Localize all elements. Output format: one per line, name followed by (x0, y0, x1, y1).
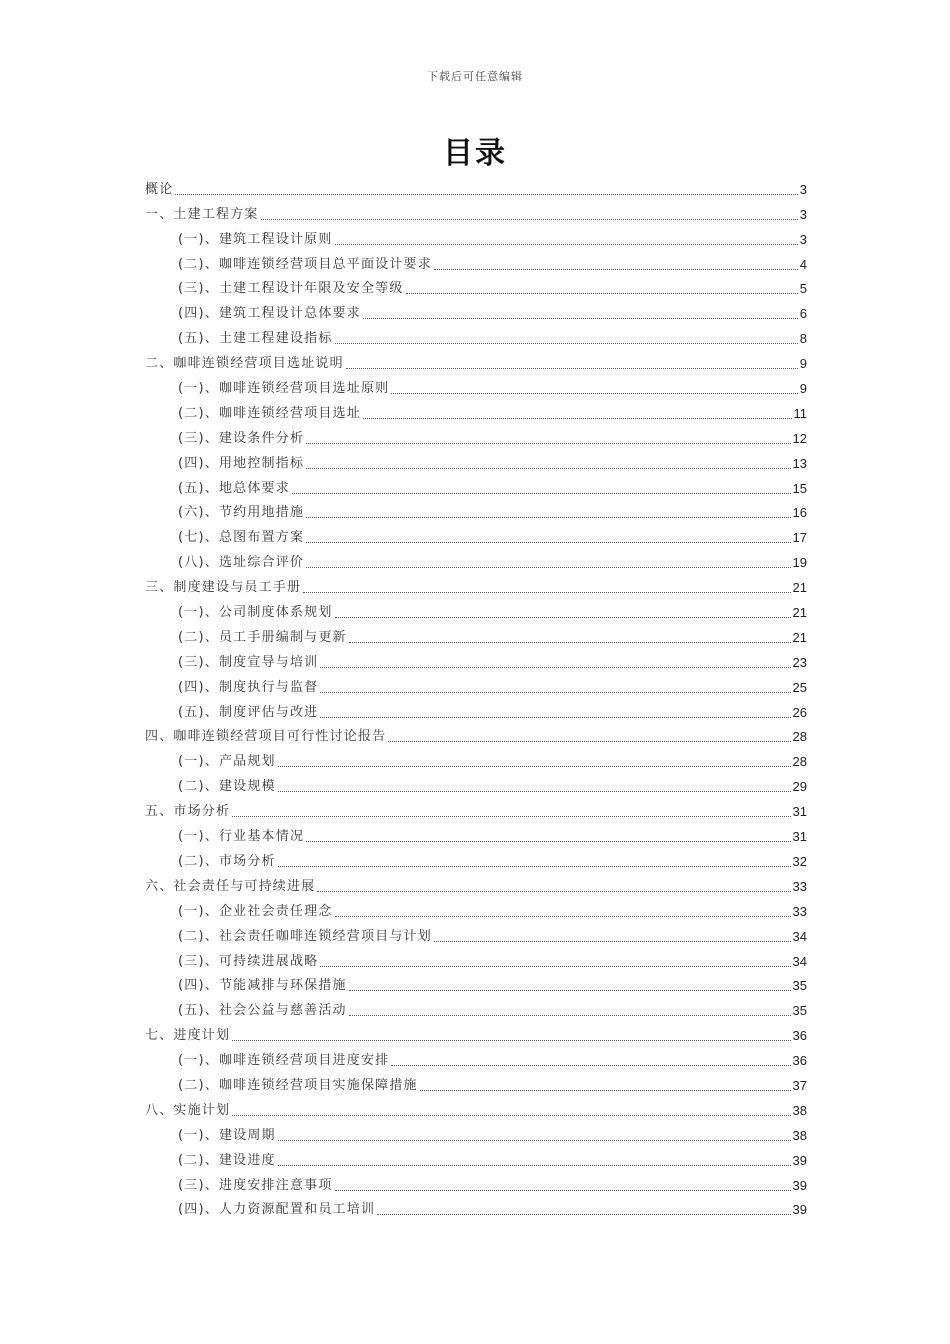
toc-dot-leader (388, 740, 790, 742)
toc-entry-title: (五)、地总体要求 (178, 480, 290, 496)
toc-entry[interactable] (145, 821, 807, 846)
toc-entry-page-number: 21 (792, 580, 807, 596)
toc-entry-page-number: 21 (792, 605, 807, 621)
toc-entry-page-number: 8 (799, 331, 807, 347)
toc-entry[interactable] (145, 597, 807, 622)
toc-entry-page-number: 31 (792, 829, 807, 845)
toc-entry-page-number: 39 (792, 1152, 807, 1168)
toc-dot-leader (320, 666, 790, 668)
toc-entry-title: (二)、建设规模 (178, 779, 276, 795)
toc-entry-page-number: 13 (792, 455, 807, 471)
toc-entry-title: (一)、建筑工程设计原则 (178, 231, 333, 247)
toc-entry-page-number: 38 (792, 1102, 807, 1118)
toc-entry[interactable] (145, 771, 807, 796)
toc-entry[interactable] (145, 846, 807, 871)
toc-entry-page-number: 32 (792, 853, 807, 869)
toc-entry-title: (四)、用地控制指标 (178, 455, 305, 471)
toc-entry[interactable] (145, 174, 807, 199)
toc-entry-page-number: 11 (793, 405, 807, 421)
toc-entry-page-number: 25 (792, 679, 807, 695)
toc-entry-title: (三)、建设条件分析 (178, 430, 305, 446)
toc-entry-title: (三)、土建工程设计年限及安全等级 (178, 281, 404, 297)
toc-dot-leader (346, 367, 798, 369)
toc-entry-page-number: 31 (792, 804, 807, 820)
toc-entry-title: (二)、咖啡连锁经营项目总平面设计要求 (178, 256, 432, 272)
toc-entry-title: (二)、员工手册编制与更新 (178, 629, 347, 645)
toc-entry[interactable] (145, 1045, 807, 1070)
toc-entry-title: 二、咖啡连锁经营项目选址说明 (145, 356, 344, 372)
toc-dot-leader (306, 840, 790, 842)
toc-dot-leader (363, 317, 798, 319)
toc-entry-page-number: 15 (792, 480, 807, 496)
toc-entry[interactable] (145, 473, 807, 498)
toc-dot-leader (420, 1089, 791, 1091)
toc-entry-page-number: 33 (792, 903, 807, 919)
toc-entry-title: 一、土建工程方案 (145, 206, 259, 222)
toc-dot-leader (278, 1139, 791, 1141)
toc-dot-leader (261, 218, 798, 220)
toc-entry-page-number: 16 (792, 505, 807, 521)
toc-entry-page-number: 3 (799, 206, 807, 222)
toc-entry[interactable] (145, 722, 807, 747)
toc-entry-page-number: 35 (792, 978, 807, 994)
toc-dot-leader (335, 915, 791, 917)
toc-entry-title: (二)、市场分析 (178, 853, 276, 869)
toc-entry-page-number: 39 (792, 1177, 807, 1193)
toc-entry-title: (一)、咖啡连锁经营项目选址原则 (178, 381, 390, 397)
toc-entry-title: (二)、社会责任咖啡连锁经营项目与计划 (178, 928, 432, 944)
toc-entry[interactable] (145, 398, 807, 423)
toc-entry-title: (一)、咖啡连锁经营项目进度安排 (178, 1053, 390, 1069)
toc-entry[interactable] (145, 224, 807, 249)
toc-entry-page-number: 9 (799, 381, 807, 397)
toc-dot-leader (278, 1164, 791, 1166)
toc-entry[interactable] (145, 448, 807, 473)
toc-entry[interactable] (145, 1070, 807, 1095)
toc-entry-page-number: 33 (792, 878, 807, 894)
toc-entry[interactable] (145, 697, 807, 722)
toc-entry-title: (一)、公司制度体系规划 (178, 605, 333, 621)
toc-entry-title: (四)、制度执行与监督 (178, 679, 319, 695)
toc-dot-leader (306, 566, 790, 568)
toc-entry[interactable] (145, 522, 807, 547)
toc-entry[interactable] (145, 672, 807, 697)
toc-entry-page-number: 36 (792, 1053, 807, 1069)
toc-dot-leader (306, 467, 790, 469)
toc-entry-title: 三、制度建设与员工手册 (145, 580, 302, 596)
toc-entry[interactable] (145, 871, 807, 896)
toc-dot-leader (349, 641, 791, 643)
toc-entry[interactable] (145, 249, 807, 274)
toc-entry-page-number: 5 (799, 281, 807, 297)
toc-dot-leader (317, 890, 790, 892)
toc-entry-title: (一)、企业社会责任理念 (178, 903, 333, 919)
toc-entry-page-number: 28 (792, 729, 807, 745)
toc-entry[interactable] (145, 921, 807, 946)
toc-entry-title: (三)、制度宣导与培训 (178, 654, 319, 670)
toc-entry[interactable] (145, 647, 807, 672)
toc-entry-title: 四、咖啡连锁经营项目可行性讨论报告 (145, 729, 387, 745)
toc-entry[interactable] (145, 971, 807, 996)
toc-entry-title: 七、进度计划 (145, 1028, 231, 1044)
toc-entry-page-number: 36 (792, 1028, 807, 1044)
toc-dot-leader (278, 865, 791, 867)
toc-title: 目录 (443, 136, 507, 171)
toc-entry-title: (二)、建设进度 (178, 1152, 276, 1168)
toc-entry-page-number: 34 (792, 953, 807, 969)
header-note: 下载后可任意编辑 (427, 70, 523, 83)
toc-entry[interactable] (145, 1120, 807, 1145)
toc-dot-leader (278, 790, 791, 792)
toc-dot-leader (434, 268, 798, 270)
toc-entry[interactable] (145, 1095, 807, 1120)
toc-entry[interactable] (145, 1170, 807, 1195)
toc-entry-title: (八)、选址综合评价 (178, 555, 305, 571)
toc-entry-title: (二)、咖啡连锁经营项目实施保障措施 (178, 1077, 418, 1093)
toc-entry[interactable] (145, 199, 807, 224)
toc-entry-title: 六、社会责任与可持续进展 (145, 878, 316, 894)
toc-entry[interactable] (145, 746, 807, 771)
toc-entry-page-number: 12 (792, 430, 807, 446)
toc-entry[interactable] (145, 572, 807, 597)
toc-dot-leader (306, 516, 790, 518)
toc-entry[interactable] (145, 274, 807, 299)
toc-dot-leader (232, 1114, 790, 1116)
toc-entry[interactable] (145, 622, 807, 647)
toc-entry-page-number: 34 (792, 928, 807, 944)
toc-dot-leader (320, 691, 790, 693)
toc-entry[interactable] (145, 946, 807, 971)
toc-entry-title: (五)、社会公益与慈善活动 (178, 1003, 347, 1019)
toc-entry[interactable] (145, 373, 807, 398)
toc-entry-title: (五)、制度评估与改进 (178, 704, 319, 720)
toc-entry-title: (四)、建筑工程设计总体要求 (178, 306, 361, 322)
toc-entry-title: 五、市场分析 (145, 804, 231, 820)
toc-entry-page-number: 37 (792, 1077, 807, 1093)
toc-entry[interactable] (145, 323, 807, 348)
toc-entry-title: (五)、土建工程建设指标 (178, 331, 333, 347)
table-of-contents (145, 174, 807, 1219)
toc-dot-leader (434, 940, 791, 942)
toc-entry-page-number: 39 (792, 1202, 807, 1218)
toc-entry-page-number: 29 (792, 779, 807, 795)
toc-entry[interactable] (145, 547, 807, 572)
toc-entry-title: (四)、人力资源配置和员工培训 (178, 1202, 376, 1218)
toc-dot-leader (303, 591, 790, 593)
toc-entry-page-number: 28 (792, 754, 807, 770)
toc-dot-leader (335, 243, 798, 245)
toc-entry-title: 八、实施计划 (145, 1102, 231, 1118)
toc-dot-leader (278, 765, 791, 767)
toc-entry-page-number: 3 (799, 231, 807, 247)
toc-dot-leader (320, 716, 790, 718)
toc-dot-leader (292, 492, 791, 494)
toc-entry-page-number: 26 (792, 704, 807, 720)
toc-entry[interactable] (145, 498, 807, 523)
toc-dot-leader (232, 815, 790, 817)
toc-entry-title: (二)、咖啡连锁经营项目选址 (178, 405, 361, 421)
toc-entry-title: (三)、进度安排注意事项 (178, 1177, 333, 1193)
toc-entry-title: (四)、节能减排与环保措施 (178, 978, 347, 994)
toc-entry-page-number: 38 (792, 1127, 807, 1143)
toc-entry-page-number: 21 (792, 629, 807, 645)
toc-dot-leader (406, 292, 798, 294)
toc-entry-title: (一)、建设周期 (178, 1127, 276, 1143)
toc-dot-leader (320, 965, 790, 967)
toc-dot-leader (335, 1189, 791, 1191)
toc-dot-leader (391, 1064, 790, 1066)
toc-dot-leader (363, 417, 792, 419)
toc-entry-title: (六)、节约用地措施 (178, 505, 305, 521)
toc-entry-title: (七)、总图布置方案 (178, 530, 305, 546)
toc-entry-page-number: 6 (799, 306, 807, 322)
toc-entry-title: (一)、产品规划 (178, 754, 276, 770)
toc-dot-leader (349, 989, 791, 991)
toc-entry-title: (三)、可持续进展战略 (178, 953, 319, 969)
toc-dot-leader (306, 442, 790, 444)
toc-dot-leader (335, 616, 791, 618)
toc-dot-leader (391, 392, 797, 394)
toc-entry-page-number: 19 (792, 555, 807, 571)
toc-entry[interactable] (145, 896, 807, 921)
toc-entry-page-number: 17 (792, 530, 807, 546)
toc-entry[interactable] (145, 423, 807, 448)
toc-entry[interactable] (145, 298, 807, 323)
toc-dot-leader (306, 541, 790, 543)
toc-entry[interactable] (145, 1020, 807, 1045)
toc-entry-page-number: 3 (799, 181, 807, 197)
toc-entry-page-number: 35 (792, 1003, 807, 1019)
toc-entry-page-number: 9 (799, 356, 807, 372)
toc-entry[interactable] (145, 796, 807, 821)
toc-entry[interactable] (145, 1145, 807, 1170)
toc-entry-title: (一)、行业基本情况 (178, 829, 305, 845)
toc-dot-leader (377, 1213, 790, 1215)
toc-entry-title: 概论 (145, 181, 174, 197)
toc-entry-page-number: 23 (792, 654, 807, 670)
toc-dot-leader (232, 1039, 790, 1041)
toc-dot-leader (175, 193, 797, 195)
toc-entry[interactable] (145, 995, 807, 1020)
toc-entry[interactable] (145, 1195, 807, 1220)
toc-dot-leader (335, 342, 798, 344)
toc-entry-page-number: 4 (799, 256, 807, 272)
toc-entry[interactable] (145, 348, 807, 373)
toc-dot-leader (349, 1014, 791, 1016)
